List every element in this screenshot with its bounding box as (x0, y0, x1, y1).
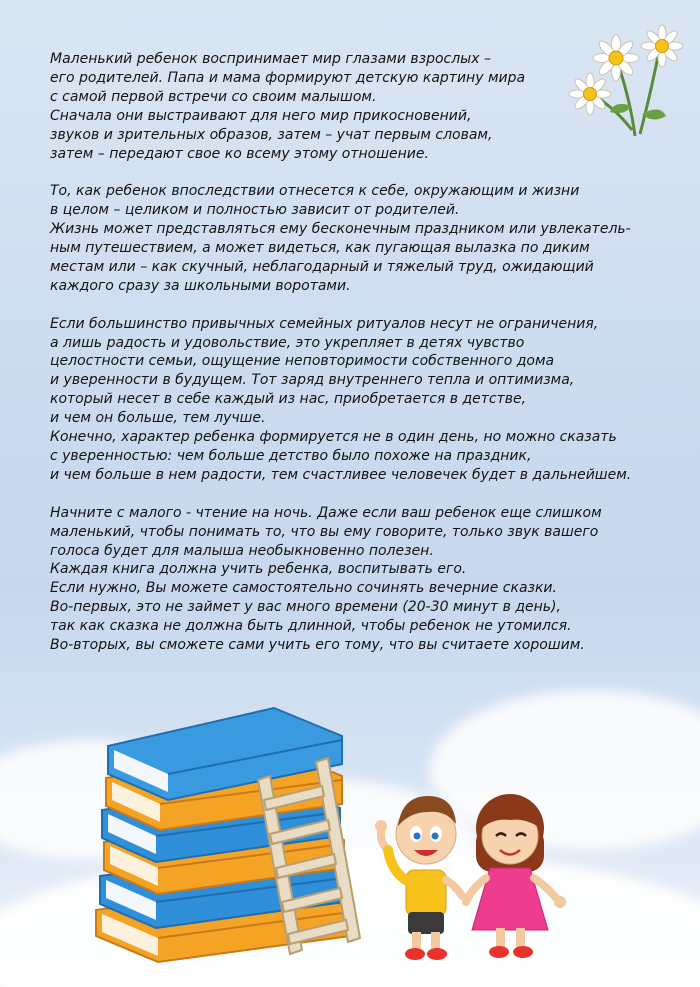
article-text (50, 50, 680, 674)
paragraph (50, 315, 680, 485)
children-illustration (370, 780, 570, 965)
text-line: так как сказка не должна быть длинной, чтобы ребенок не утомился. (50, 618, 572, 635)
text-line: Начните с малого - чтение на ночь. Даже если ваш ребенок еще слишком (50, 504, 602, 521)
paragraph (50, 504, 680, 655)
text-line: и чем больше в нем радости, тем счастливее человечек будет в дальнейшем. (50, 466, 632, 483)
text-line: Во-вторых, вы сможете сами учить его тому, что вы считаете хорошим. (50, 637, 585, 654)
paragraph (50, 50, 680, 163)
text-line: звуков и зрительных образов, затем – учат первым словам, (50, 126, 493, 143)
text-line: Сначала они выстраивают для него мир прикосновений, (50, 107, 472, 124)
text-line: голоса будет для малыша необыкновенно полезен. (50, 542, 434, 559)
text-line: с уверенностью: чем больше детство было похоже на праздник, (50, 448, 532, 464)
text-line: Если большинство привычных семейных ритуалов несут не ограничения, (50, 315, 599, 332)
text-line: маленький, чтобы понимать то, что вы ему говорите, только звук вашего (50, 523, 599, 540)
text-line: его родителей. Папа и мама формируют детскую картину мира (50, 69, 526, 86)
text-line: затем – передают свое ко всему этому отношение. (50, 145, 429, 162)
text-line: и чем он больше, тем лучше. (50, 410, 266, 427)
text-line: с самой первой встречи со своим малышом. (50, 88, 377, 105)
text-line: Жизнь может представляться ему бесконечным праздником или увлекатель- (50, 221, 631, 238)
text-line: в целом – целиком и полностью зависит от родителей. (50, 202, 460, 219)
text-line: Если нужно, Вы можете самостоятельно сочинять вечерние сказки. (50, 580, 557, 597)
paragraph (50, 182, 680, 295)
text-line: Маленький ребенок воспринимает мир глазами взрослых – (50, 51, 491, 67)
books-and-ladder-illustration (88, 700, 388, 965)
text-line: каждого сразу за школьными воротами. (50, 277, 351, 294)
text-line: а лишь радость и удовольствие, это укрепляет в детях чувство (50, 334, 525, 351)
text-line: Каждая книга должна учить ребенка, воспитывать его. (50, 561, 467, 578)
boy-icon (375, 796, 462, 960)
text-line: Конечно, характер ребенка формируется не в один день, но можно сказать (50, 429, 617, 446)
text-line: целостности семьи, ощущение неповторимости собственного дома (50, 353, 555, 370)
text-line: и уверенности в будущем. Тот заряд внутреннего тепла и оптимизма, (50, 372, 575, 389)
text-line: Во-первых, это не займет у вас много времени (20-30 минут в день), (50, 599, 561, 616)
girl-icon (466, 794, 566, 958)
text-line: который несет в себе каждый из нас, приобретается в детстве, (50, 391, 527, 408)
text-line: То, как ребенок впоследствии отнесется к себе, окружающим и жизни (50, 183, 580, 200)
text-line: местам или – как скучный, неблагодарный и тяжелый труд, ожидающий (50, 258, 594, 275)
text-line: ным путешествием, а может видеться, как пугающая вылазка по диким (50, 240, 590, 257)
